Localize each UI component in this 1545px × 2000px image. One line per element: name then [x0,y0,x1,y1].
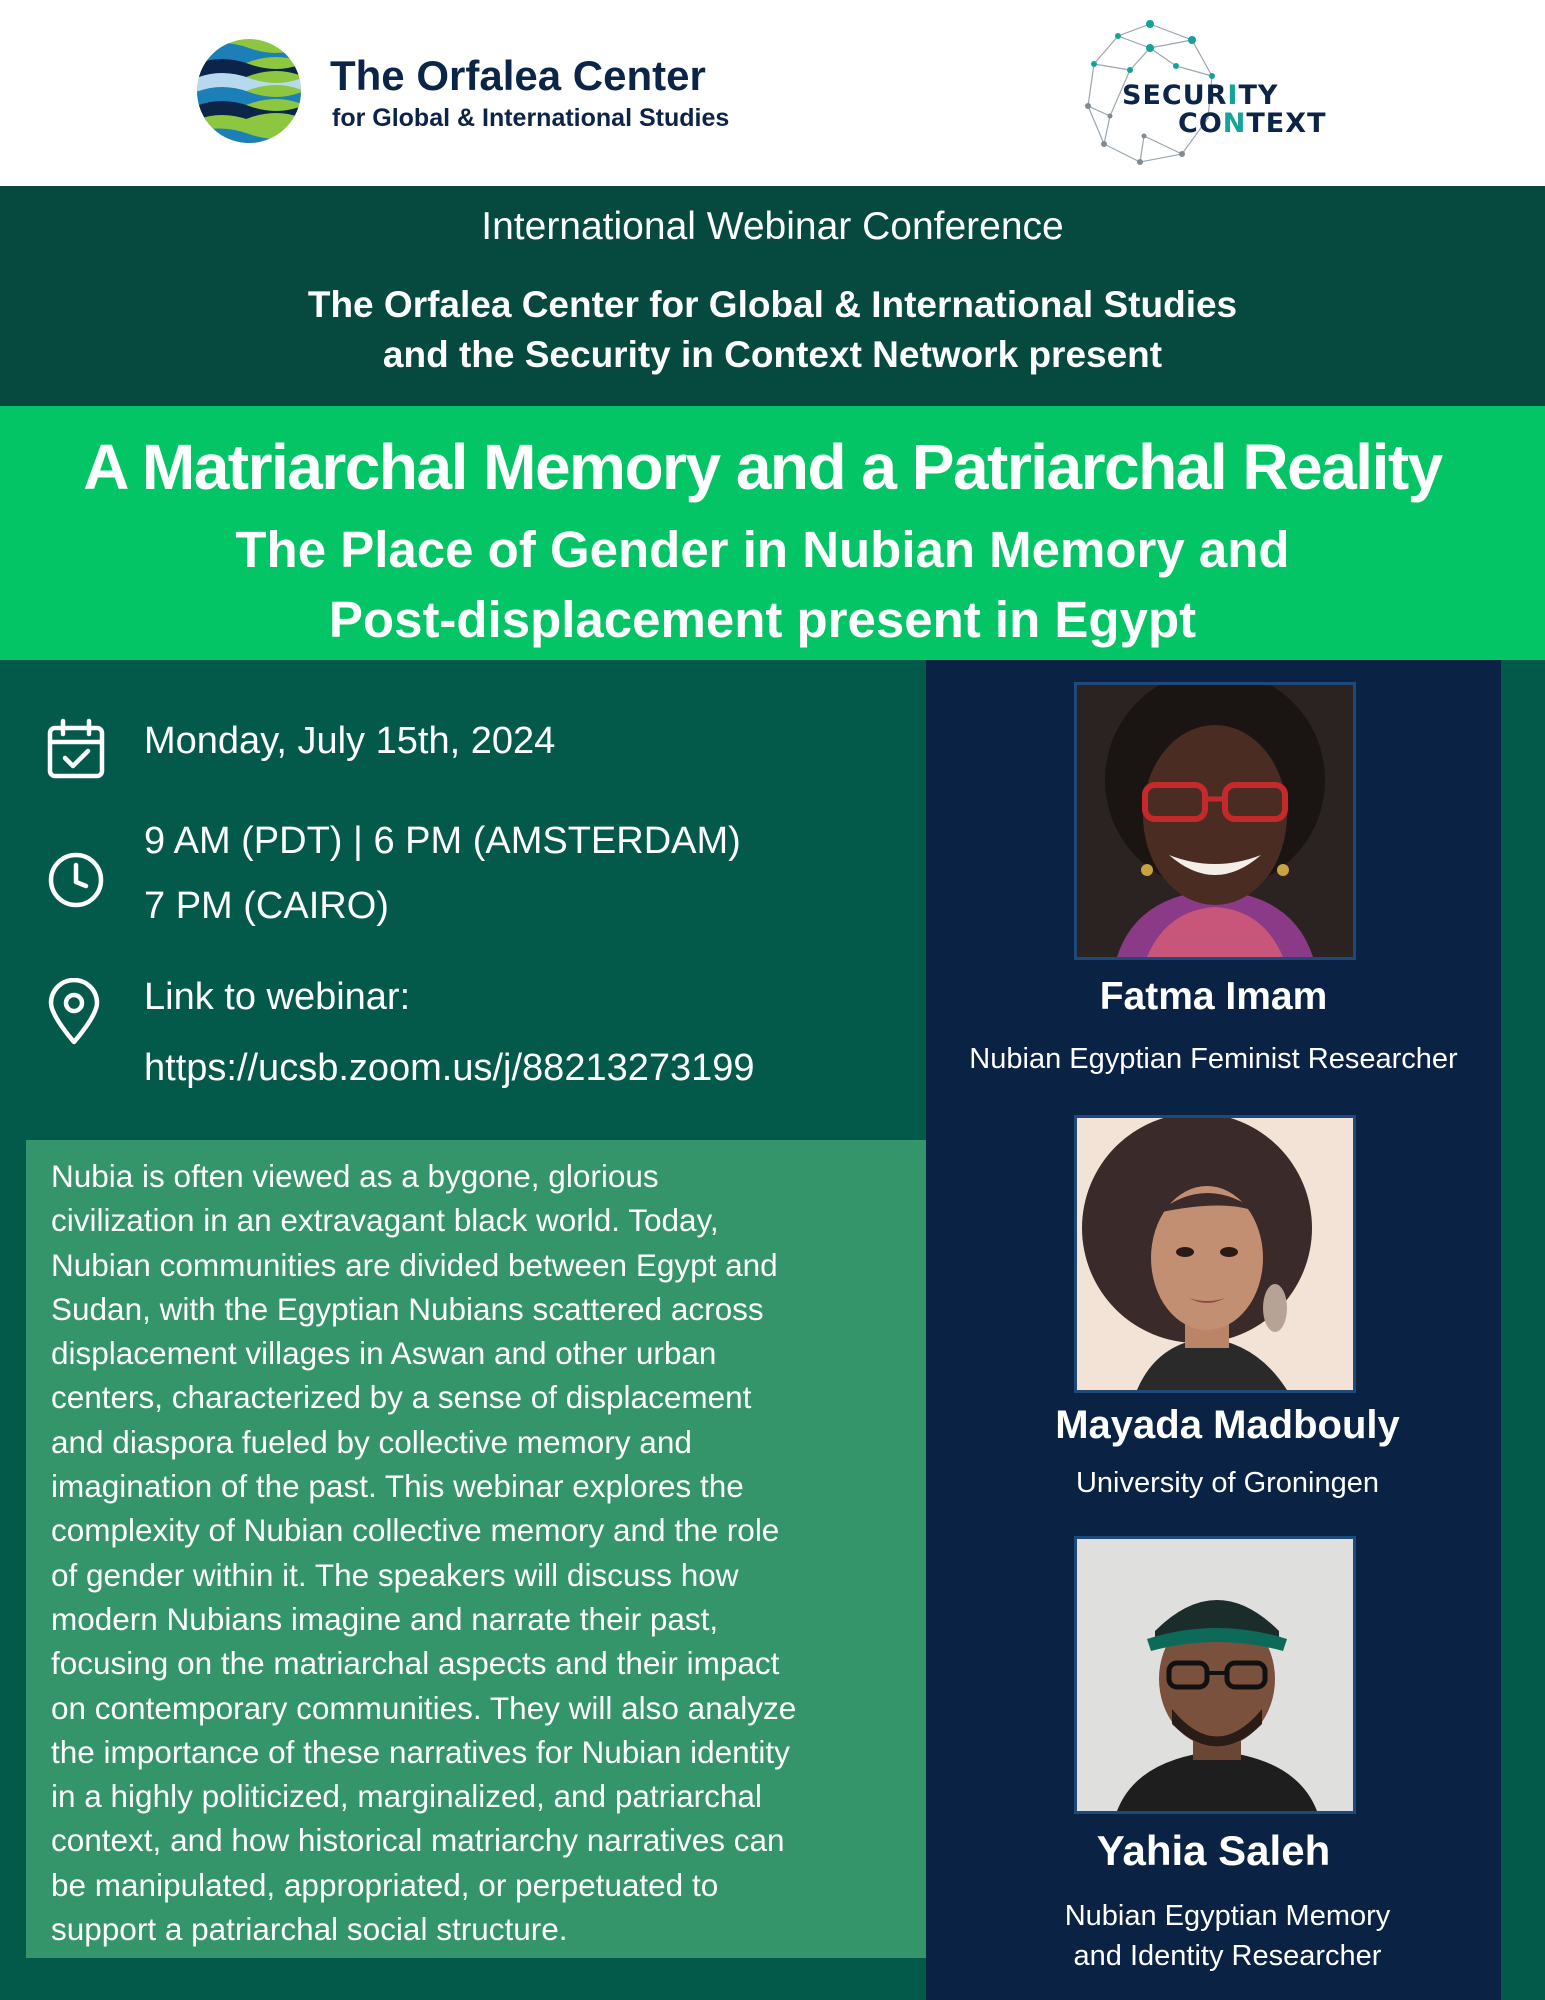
description-line: Nubian communities are divided between Egypt and [51,1246,778,1283]
description-line: civilization in an extravagant black world. Today, [51,1202,719,1239]
description-line: complexity of Nubian collective memory and the role [51,1512,780,1549]
event-title: A Matriarchal Memory and a Patriarchal Reality [83,431,1442,503]
webinar-link-label: Link to webinar: [144,976,411,1018]
event-time-line-2: 7 PM (CAIRO) [144,885,389,927]
speaker-name-1: Fatma Imam [1099,975,1328,1018]
description-line: Nubia is often viewed as a bygone, glorious [51,1158,659,1194]
security-wordmark: SECURITY [1122,80,1279,111]
orfalea-center-subtitle: for Global & International Studies [332,104,730,132]
description-line: displacement villages in Aswan and other urban [51,1335,717,1372]
description-line: Sudan, with the Egyptian Nubians scattered across [51,1290,764,1327]
description-line: on contemporary communities. They will also analyze [51,1689,797,1726]
speaker-role-2: University of Groningen [1075,1467,1380,1499]
description-line: be manipulated, appropriated, or perpetuated to [51,1866,719,1903]
context-wordmark: CONTEXT [1178,108,1327,139]
description-line: the importance of these narratives for Nubian identity [51,1733,790,1770]
orfalea-center-title: The Orfalea Center [330,52,706,99]
portrait-woman-glasses-icon [1077,685,1353,957]
description-line: modern Nubians imagine and narrate their past, [51,1600,719,1637]
description-line: support a patriarchal social structure. [51,1911,568,1948]
speaker-role-3-line-2: and Identity Researcher [1073,1940,1382,1972]
portrait-man-cap-icon [1077,1539,1353,1811]
location-pin-icon [46,978,102,1046]
description-line: centers, characterized by a sense of displacement [51,1379,752,1416]
description-line: in a highly politicized, marginalized, and patriarchal [51,1778,762,1815]
speaker-name-3: Yahia Saleh [1096,1827,1331,1874]
event-date: Monday, July 15th, 2024 [144,720,556,762]
description-line: and diaspora fueled by collective memory and [51,1423,692,1460]
speaker-name-2: Mayada Madbouly [1055,1403,1400,1447]
event-subtitle-line-2: Post-displacement present in Egypt [328,591,1197,648]
description-text [51,1154,921,1951]
description-line: context, and how historical matriarchy narratives can [51,1822,785,1859]
webinar-link[interactable]: https://ucsb.zoom.us/j/88213273199 [144,1047,755,1089]
presenters-line-1: The Orfalea Center for Global & International Studies [307,284,1238,325]
speaker-role-3-line-1: Nubian Egyptian Memory [1064,1900,1391,1932]
calendar-check-icon [46,718,106,780]
event-time-line-1: 9 AM (PDT) | 6 PM (AMSTERDAM) [144,820,741,862]
speaker-photo-yahia-saleh [1074,1536,1356,1814]
description-line: imagination of the past. This webinar explores the [51,1468,744,1505]
speaker-photo-mayada-madbouly [1074,1115,1356,1393]
portrait-woman-curly-hair-icon [1077,1118,1353,1390]
event-subtitle-line-1: The Place of Gender in Nubian Memory and [235,521,1290,578]
speaker-role-1: Nubian Egyptian Feminist Researcher [969,1043,1458,1075]
conference-label: International Webinar Conference [481,205,1064,248]
description-line: focusing on the matriarchal aspects and their impact [51,1645,780,1682]
speaker-photo-fatma-imam [1074,682,1356,960]
description-line: of gender within it. The speakers will discuss how [51,1556,739,1593]
presenters-line-2: and the Security in Context Network present [382,334,1163,375]
orfalea-globe-logo-icon [196,38,302,144]
clock-icon [46,850,106,910]
